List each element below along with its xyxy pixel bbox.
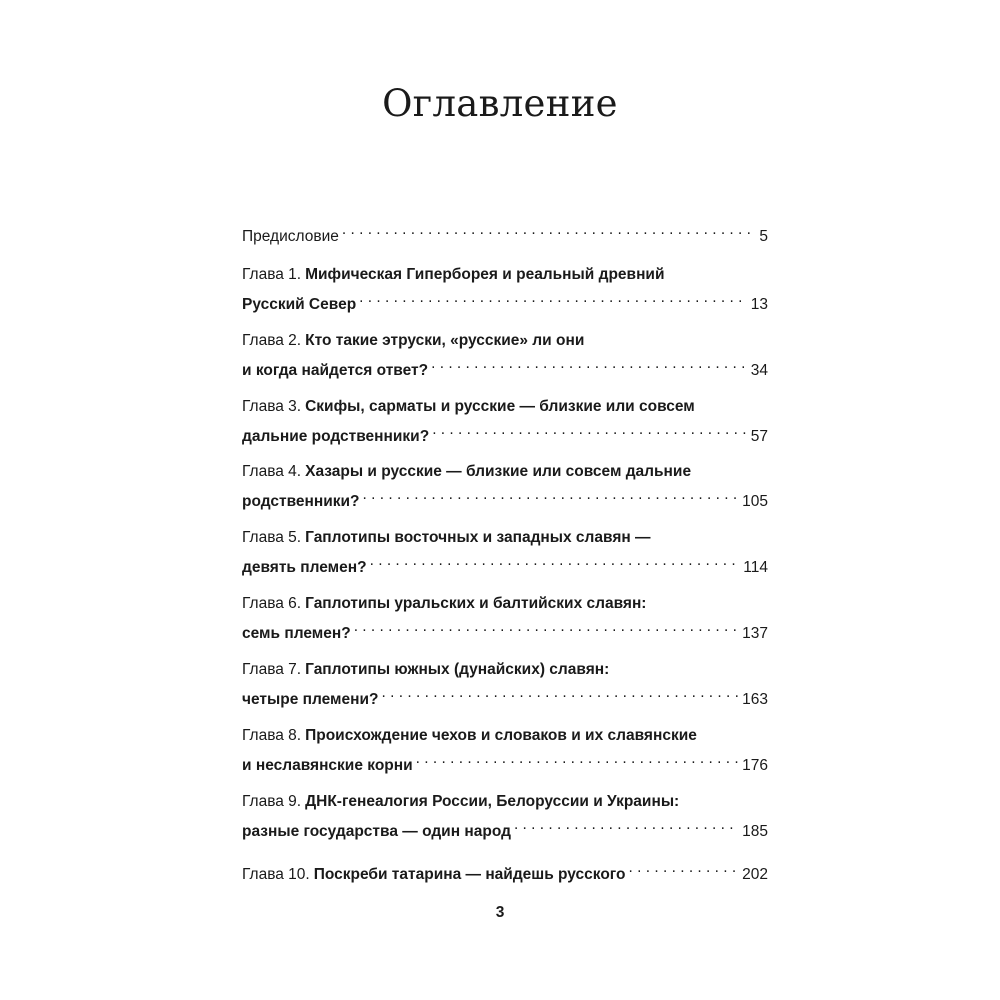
chapter-title: Поскреби татарина — найдешь русского [313,866,626,883]
toc-entry-chapter-8[interactable] [242,724,768,774]
toc-entry-chapter-7[interactable] [242,658,768,708]
chapter-label: Глава 4. [242,463,302,480]
chapter-title: Гаплотипы восточных и западных славян — [305,529,651,546]
toc-entry-chapter-3[interactable] [242,395,768,445]
chapter-title: Скифы, сарматы и русские — близкие или совсем [305,398,695,415]
chapter-title: ДНК-генеалогия России, Белоруссии и Украины: [305,793,680,810]
toc-page-number: 57 [750,428,768,445]
dot-leader [370,549,741,572]
toc-entry-preface[interactable] [242,218,768,245]
chapter-title: Происхождение чехов и словаков и их славянские [305,727,697,744]
chapter-label: Глава 8. [242,727,302,744]
page-number-folio: 3 [495,904,505,921]
chapter-label: Глава 3. [242,398,302,415]
chapter-title: Мифическая Гиперборея и реальный древний [305,266,665,283]
chapter-label: Глава 2. [242,332,302,349]
dot-leader [432,418,748,441]
chapter-title-continued: и когда найдется ответ? [242,362,429,379]
chapter-label: Глава 1. [242,266,302,283]
chapter-title-continued: разные государства — один народ [242,823,511,840]
toc-entry-chapter-6[interactable] [242,592,768,642]
chapter-label: Глава 9. [242,793,302,810]
chapter-title-continued: дальние родственники? [242,428,430,445]
chapter-title-continued: родственники? [242,493,360,510]
chapter-title-continued: девять племен? [242,559,367,576]
chapter-title: Хазары и русские — близкие или совсем дальние [305,463,692,480]
toc-page-number: 5 [759,228,768,245]
dot-leader [354,615,739,638]
toc-entry-chapter-2[interactable] [242,329,768,379]
toc-page-number: 137 [742,625,768,642]
toc-entry-chapter-1[interactable] [242,263,768,313]
toc-page-number: 176 [742,757,768,774]
dot-leader [342,218,757,241]
toc-entry-title: Предисловие [242,228,339,245]
toc-page-number: 13 [750,296,768,313]
dot-leader [629,856,740,879]
chapter-label: Глава 10. [242,866,310,883]
toc-page-number: 114 [743,559,768,576]
dot-leader [359,286,748,309]
chapter-title-continued: семь племен? [242,625,351,642]
chapter-label: Глава 7. [242,661,302,678]
chapter-label: Глава 5. [242,529,302,546]
toc-entry-chapter-4[interactable] [242,460,768,510]
toc-page-number: 202 [742,866,768,883]
dot-leader [363,483,740,506]
chapter-title: Гаплотипы южных (дунайских) славян: [305,661,610,678]
toc-entry-chapter-5[interactable] [242,526,768,576]
toc-page-number: 105 [742,493,768,510]
toc-page-number: 185 [742,823,768,840]
toc-page-number: 163 [742,691,768,708]
chapter-title-continued: четыре племени? [242,691,379,708]
chapter-title-continued: Русский Север [242,296,357,313]
toc-entry-chapter-9[interactable] [242,790,768,840]
dot-leader [382,681,740,704]
chapter-title: Гаплотипы уральских и балтийских славян: [305,595,647,612]
toc-entry-chapter-10[interactable] [242,856,768,883]
dot-leader [431,352,748,375]
dot-leader [514,813,739,836]
toc-page-number: 34 [750,362,768,379]
chapter-title: Кто такие этруски, «русские» ли они [305,332,585,349]
chapter-title-continued: и неславянские корни [242,757,413,774]
dot-leader [416,747,739,770]
chapter-label: Глава 6. [242,595,302,612]
page-title: Оглавление [382,82,618,125]
